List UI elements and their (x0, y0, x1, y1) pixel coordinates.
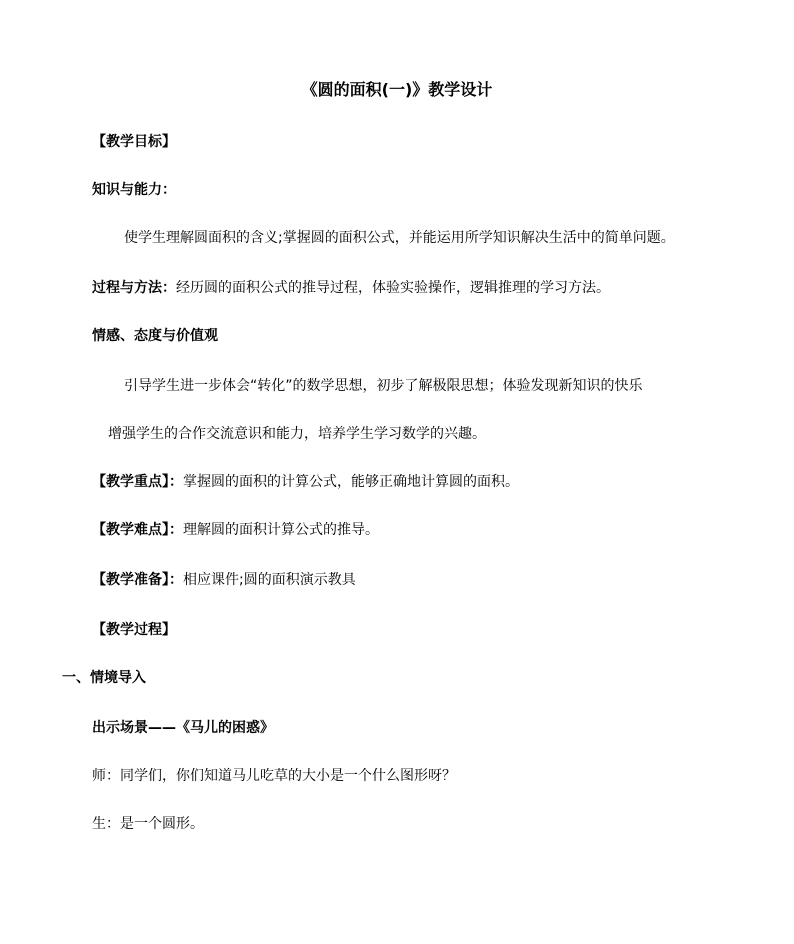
process-section-heading: 【教学过程】 (92, 622, 176, 638)
preparation-heading: 【教学准备】： (92, 572, 183, 588)
preparation-text: 相应课件;圆的面积演示教具 (183, 572, 356, 588)
student-line: 生：是一个圆形。 (92, 816, 204, 832)
difficulty-heading: 【教学难点】： (92, 522, 183, 538)
key-point-paragraph (92, 472, 519, 492)
key-point-text: 掌握圆的面积的计算公式，能够正确地计算圆的面积。 (183, 474, 519, 490)
emotion-heading: 情感、态度与价值观 (92, 328, 218, 344)
document-title: 《圆的面积(一)》教学设计 (301, 80, 493, 99)
key-point-heading: 【教学重点】： (92, 474, 183, 490)
emotion-text-2: 增强学生的合作交流意识和能力，培养学生学习数学的兴趣。 (108, 426, 486, 442)
process-heading: 过程与方法： (92, 280, 176, 296)
process-paragraph (92, 278, 610, 298)
scene-heading: 出示场景——《马儿的困惑》 (92, 720, 274, 736)
section-one-heading: 一、情境导入 (62, 670, 146, 686)
emotion-text-1: 引导学生进一步体会“转化”的数学思想，初步了解极限思想；体验发现新知识的快乐 (124, 378, 643, 394)
preparation-paragraph (92, 570, 356, 590)
knowledge-text: 使学生理解圆面积的含义;掌握圆的面积公式，并能运用所学知识解决生活中的简单问题。 (124, 230, 675, 246)
teacher-line: 师：同学们，你们知道马儿吃草的大小是一个什么图形呀？ (92, 768, 456, 784)
process-text: 经历圆的面积公式的推导过程，体验实验操作，逻辑推理的学习方法。 (176, 280, 610, 296)
objectives-heading: 【教学目标】 (92, 134, 176, 150)
difficulty-text: 理解圆的面积计算公式的推导。 (183, 522, 379, 538)
difficulty-paragraph (92, 520, 379, 540)
knowledge-heading: 知识与能力： (92, 182, 176, 198)
